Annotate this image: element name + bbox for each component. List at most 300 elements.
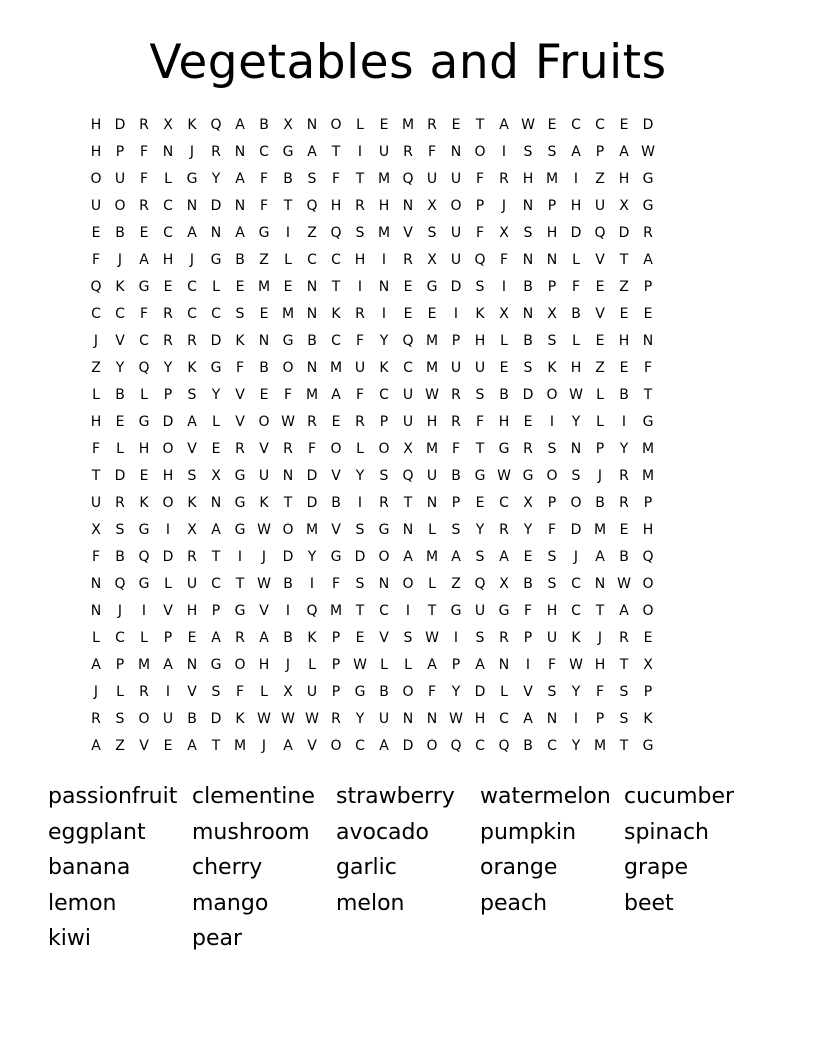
grid-letter[interactable]: G xyxy=(642,198,654,214)
grid-letter[interactable]: S xyxy=(355,576,365,592)
grid-letter[interactable]: W xyxy=(353,657,367,673)
grid-letter[interactable]: N xyxy=(186,657,198,673)
grid-letter[interactable]: U xyxy=(402,414,414,430)
grid-letter[interactable]: H xyxy=(162,468,174,484)
grid-letter[interactable]: R xyxy=(139,117,149,133)
grid-letter[interactable]: R xyxy=(619,468,629,484)
grid-letter[interactable]: U xyxy=(402,387,414,403)
grid-letter[interactable]: U xyxy=(450,252,462,268)
grid-letter[interactable]: N xyxy=(522,306,534,322)
grid-letter[interactable]: Q xyxy=(594,225,606,241)
grid-letter[interactable]: C xyxy=(187,279,197,295)
grid-letter[interactable]: T xyxy=(475,441,485,457)
grid-letter[interactable]: C xyxy=(139,333,149,349)
grid-letter[interactable]: W xyxy=(641,144,655,160)
grid-letter[interactable]: C xyxy=(163,198,173,214)
grid-letter[interactable]: I xyxy=(357,144,363,160)
grid-letter[interactable]: A xyxy=(499,549,509,565)
grid-letter[interactable]: V xyxy=(331,468,341,484)
grid-letter[interactable]: A xyxy=(331,387,341,403)
grid-letter[interactable]: F xyxy=(643,360,653,376)
grid-letter[interactable]: K xyxy=(571,630,581,646)
grid-letter[interactable]: V xyxy=(187,441,197,457)
grid-letter[interactable]: C xyxy=(115,306,125,322)
grid-letter[interactable]: S xyxy=(187,387,197,403)
grid-letter[interactable]: N xyxy=(234,198,246,214)
grid-letter[interactable]: P xyxy=(163,630,173,646)
grid-letter[interactable]: R xyxy=(139,684,149,700)
grid-letter[interactable]: D xyxy=(642,117,654,133)
grid-letter[interactable]: M xyxy=(305,522,319,538)
grid-letter[interactable]: Z xyxy=(595,360,605,376)
grid-letter[interactable]: Z xyxy=(259,252,269,268)
grid-letter[interactable]: D xyxy=(306,495,318,511)
grid-letter[interactable]: N xyxy=(426,495,438,511)
grid-letter[interactable]: F xyxy=(307,441,317,457)
grid-letter[interactable]: Q xyxy=(474,576,486,592)
grid-letter[interactable]: B xyxy=(619,387,629,403)
grid-letter[interactable]: Y xyxy=(475,522,485,538)
grid-letter[interactable]: I xyxy=(405,603,411,619)
grid-letter[interactable]: D xyxy=(162,549,174,565)
grid-letter[interactable]: M xyxy=(425,441,439,457)
grid-letter[interactable]: T xyxy=(619,252,629,268)
grid-letter[interactable]: A xyxy=(595,549,605,565)
grid-letter[interactable]: E xyxy=(451,117,461,133)
grid-letter[interactable]: B xyxy=(523,333,533,349)
grid-letter[interactable]: L xyxy=(380,657,388,673)
grid-letter[interactable]: W xyxy=(569,657,583,673)
grid-letter[interactable]: Y xyxy=(355,711,365,727)
grid-letter[interactable]: A xyxy=(187,414,197,430)
grid-letter[interactable]: T xyxy=(283,495,293,511)
grid-letter[interactable]: O xyxy=(330,738,342,754)
grid-letter[interactable]: L xyxy=(284,252,292,268)
grid-letter[interactable]: M xyxy=(593,738,607,754)
grid-letter[interactable]: L xyxy=(596,387,604,403)
grid-letter[interactable]: F xyxy=(259,171,269,187)
grid-letter[interactable]: Q xyxy=(90,279,102,295)
grid-letter[interactable]: A xyxy=(523,711,533,727)
grid-letter[interactable]: V xyxy=(235,414,245,430)
grid-letter[interactable]: R xyxy=(355,414,365,430)
grid-letter[interactable]: D xyxy=(162,414,174,430)
grid-letter[interactable]: F xyxy=(523,603,533,619)
grid-letter[interactable]: N xyxy=(498,657,510,673)
grid-letter[interactable]: C xyxy=(91,306,101,322)
grid-letter[interactable]: R xyxy=(115,495,125,511)
grid-letter[interactable]: U xyxy=(354,360,366,376)
grid-letter[interactable]: M xyxy=(329,360,343,376)
grid-letter[interactable]: U xyxy=(258,468,270,484)
grid-letter[interactable]: S xyxy=(355,522,365,538)
grid-letter[interactable]: A xyxy=(235,117,245,133)
grid-letter[interactable]: U xyxy=(378,711,390,727)
grid-letter[interactable]: T xyxy=(331,144,341,160)
grid-letter[interactable]: G xyxy=(426,279,438,295)
grid-letter[interactable]: E xyxy=(163,279,173,295)
grid-letter[interactable]: L xyxy=(140,387,148,403)
grid-letter[interactable]: F xyxy=(475,225,485,241)
grid-letter[interactable]: N xyxy=(522,252,534,268)
grid-letter[interactable]: F xyxy=(427,684,437,700)
grid-letter[interactable]: W xyxy=(281,711,295,727)
grid-letter[interactable]: D xyxy=(402,738,414,754)
grid-letter[interactable]: O xyxy=(546,387,558,403)
grid-letter[interactable]: U xyxy=(114,171,126,187)
grid-letter[interactable]: R xyxy=(451,414,461,430)
grid-letter[interactable]: S xyxy=(211,684,221,700)
grid-letter[interactable]: J xyxy=(573,549,579,565)
grid-letter[interactable]: U xyxy=(378,144,390,160)
grid-letter[interactable]: S xyxy=(355,225,365,241)
grid-letter[interactable]: Y xyxy=(355,468,365,484)
grid-letter[interactable]: C xyxy=(115,630,125,646)
grid-letter[interactable]: N xyxy=(402,198,414,214)
grid-letter[interactable]: O xyxy=(258,414,270,430)
grid-letter[interactable]: X xyxy=(427,252,437,268)
grid-letter[interactable]: E xyxy=(643,306,653,322)
grid-letter[interactable]: B xyxy=(523,279,533,295)
grid-letter[interactable]: L xyxy=(356,441,364,457)
grid-letter[interactable]: K xyxy=(115,279,125,295)
grid-letter[interactable]: F xyxy=(283,387,293,403)
grid-letter[interactable]: B xyxy=(187,711,197,727)
grid-letter[interactable]: F xyxy=(355,333,365,349)
grid-letter[interactable]: H xyxy=(642,522,654,538)
grid-letter[interactable]: X xyxy=(283,117,293,133)
grid-letter[interactable]: G xyxy=(210,252,222,268)
grid-letter[interactable]: B xyxy=(259,360,269,376)
grid-letter[interactable]: B xyxy=(283,630,293,646)
grid-letter[interactable]: H xyxy=(186,603,198,619)
grid-letter[interactable]: B xyxy=(523,576,533,592)
grid-letter[interactable]: W xyxy=(305,711,319,727)
grid-letter[interactable]: E xyxy=(331,414,341,430)
grid-letter[interactable]: E xyxy=(403,306,413,322)
grid-letter[interactable]: I xyxy=(165,684,171,700)
grid-letter[interactable]: T xyxy=(355,603,365,619)
grid-letter[interactable]: Z xyxy=(619,279,629,295)
grid-letter[interactable]: G xyxy=(498,603,510,619)
grid-letter[interactable]: A xyxy=(187,225,197,241)
grid-letter[interactable]: G xyxy=(138,576,150,592)
grid-letter[interactable]: M xyxy=(425,360,439,376)
grid-letter[interactable]: D xyxy=(210,711,222,727)
grid-letter[interactable]: R xyxy=(235,441,245,457)
grid-letter[interactable]: S xyxy=(547,441,557,457)
grid-letter[interactable]: X xyxy=(499,306,509,322)
grid-letter[interactable]: U xyxy=(546,630,558,646)
grid-letter[interactable]: M xyxy=(545,171,559,187)
grid-letter[interactable]: E xyxy=(595,333,605,349)
grid-letter[interactable]: P xyxy=(475,198,485,214)
grid-letter[interactable]: K xyxy=(379,360,389,376)
grid-letter[interactable]: N xyxy=(90,576,102,592)
grid-letter[interactable]: N xyxy=(306,117,318,133)
grid-letter[interactable]: B xyxy=(331,495,341,511)
grid-letter[interactable]: J xyxy=(597,630,603,646)
grid-letter[interactable]: R xyxy=(499,630,509,646)
grid-letter[interactable]: N xyxy=(258,333,270,349)
grid-letter[interactable]: O xyxy=(426,738,438,754)
grid-letter[interactable]: L xyxy=(596,414,604,430)
grid-letter[interactable]: V xyxy=(523,684,533,700)
grid-letter[interactable]: Y xyxy=(571,738,581,754)
grid-letter[interactable]: E xyxy=(403,279,413,295)
grid-letter[interactable]: Y xyxy=(211,171,221,187)
grid-letter[interactable]: A xyxy=(379,738,389,754)
grid-letter[interactable]: F xyxy=(331,171,341,187)
grid-letter[interactable]: Q xyxy=(306,198,318,214)
grid-letter[interactable]: F xyxy=(91,441,101,457)
grid-letter[interactable]: O xyxy=(162,441,174,457)
grid-letter[interactable]: H xyxy=(90,117,102,133)
grid-letter[interactable]: M xyxy=(425,333,439,349)
grid-letter[interactable]: K xyxy=(331,306,341,322)
grid-letter[interactable]: A xyxy=(643,252,653,268)
grid-letter[interactable]: V xyxy=(259,441,269,457)
grid-letter[interactable]: S xyxy=(475,549,485,565)
grid-letter[interactable]: B xyxy=(619,549,629,565)
grid-letter[interactable]: T xyxy=(619,657,629,673)
grid-letter[interactable]: F xyxy=(139,144,149,160)
grid-letter[interactable]: F xyxy=(475,171,485,187)
grid-letter[interactable]: Q xyxy=(306,603,318,619)
grid-letter[interactable]: N xyxy=(378,576,390,592)
grid-letter[interactable]: X xyxy=(91,522,101,538)
grid-letter[interactable]: I xyxy=(237,549,243,565)
grid-letter[interactable]: K xyxy=(235,333,245,349)
grid-letter[interactable]: L xyxy=(572,333,580,349)
grid-letter[interactable]: F xyxy=(139,306,149,322)
grid-letter[interactable]: T xyxy=(643,387,653,403)
grid-letter[interactable]: V xyxy=(595,252,605,268)
grid-letter[interactable]: S xyxy=(427,225,437,241)
grid-letter[interactable]: C xyxy=(379,387,389,403)
grid-letter[interactable]: F xyxy=(235,684,245,700)
grid-letter[interactable]: L xyxy=(164,171,172,187)
grid-letter[interactable]: S xyxy=(379,468,389,484)
grid-letter[interactable]: B xyxy=(595,495,605,511)
grid-letter[interactable]: L xyxy=(404,657,412,673)
grid-letter[interactable]: B xyxy=(307,333,317,349)
grid-letter[interactable]: Y xyxy=(571,414,581,430)
grid-letter[interactable]: B xyxy=(523,738,533,754)
grid-letter[interactable]: N xyxy=(306,279,318,295)
grid-letter[interactable]: G xyxy=(474,468,486,484)
grid-letter[interactable]: W xyxy=(425,630,439,646)
grid-letter[interactable]: E xyxy=(427,306,437,322)
grid-letter[interactable]: C xyxy=(571,117,581,133)
grid-letter[interactable]: T xyxy=(211,549,221,565)
grid-letter[interactable]: Z xyxy=(307,225,317,241)
grid-letter[interactable]: N xyxy=(546,711,558,727)
grid-letter[interactable]: D xyxy=(210,198,222,214)
grid-letter[interactable]: H xyxy=(354,252,366,268)
grid-letter[interactable]: C xyxy=(475,738,485,754)
grid-letter[interactable]: I xyxy=(549,414,555,430)
grid-letter[interactable]: R xyxy=(619,630,629,646)
grid-letter[interactable]: G xyxy=(138,279,150,295)
grid-letter[interactable]: F xyxy=(427,144,437,160)
grid-letter[interactable]: K xyxy=(475,306,485,322)
grid-letter[interactable]: A xyxy=(571,144,581,160)
grid-letter[interactable]: P xyxy=(547,279,557,295)
grid-letter[interactable]: A xyxy=(91,738,101,754)
grid-letter[interactable]: B xyxy=(235,252,245,268)
grid-letter[interactable]: C xyxy=(499,711,509,727)
grid-letter[interactable]: B xyxy=(115,225,125,241)
grid-letter[interactable]: R xyxy=(451,387,461,403)
grid-letter[interactable]: R xyxy=(523,441,533,457)
grid-letter[interactable]: N xyxy=(186,198,198,214)
grid-letter[interactable]: B xyxy=(379,684,389,700)
grid-letter[interactable]: Q xyxy=(210,117,222,133)
grid-letter[interactable]: E xyxy=(619,306,629,322)
grid-letter[interactable]: U xyxy=(474,360,486,376)
grid-letter[interactable]: X xyxy=(499,576,509,592)
grid-letter[interactable]: Y xyxy=(307,549,317,565)
grid-letter[interactable]: X xyxy=(403,441,413,457)
grid-letter[interactable]: P xyxy=(163,387,173,403)
grid-letter[interactable]: G xyxy=(642,738,654,754)
grid-letter[interactable]: S xyxy=(547,333,557,349)
grid-letter[interactable]: E xyxy=(283,279,293,295)
grid-letter[interactable]: A xyxy=(211,630,221,646)
grid-letter[interactable]: U xyxy=(162,711,174,727)
grid-letter[interactable]: R xyxy=(163,333,173,349)
grid-letter[interactable]: H xyxy=(618,333,630,349)
grid-letter[interactable]: S xyxy=(523,360,533,376)
grid-letter[interactable]: A xyxy=(235,225,245,241)
grid-letter[interactable]: A xyxy=(259,630,269,646)
grid-letter[interactable]: O xyxy=(570,495,582,511)
grid-letter[interactable]: I xyxy=(525,657,531,673)
grid-letter[interactable]: L xyxy=(500,333,508,349)
grid-letter[interactable]: M xyxy=(401,117,415,133)
grid-letter[interactable]: N xyxy=(522,198,534,214)
grid-letter[interactable]: N xyxy=(378,279,390,295)
grid-letter[interactable]: E xyxy=(259,387,269,403)
grid-letter[interactable]: S xyxy=(475,279,485,295)
grid-letter[interactable]: Q xyxy=(330,225,342,241)
grid-letter[interactable]: U xyxy=(90,198,102,214)
grid-letter[interactable]: V xyxy=(331,522,341,538)
grid-letter[interactable]: A xyxy=(139,252,149,268)
grid-letter[interactable]: A xyxy=(403,549,413,565)
grid-letter[interactable]: O xyxy=(282,522,294,538)
grid-letter[interactable]: D xyxy=(210,333,222,349)
grid-letter[interactable]: J xyxy=(117,603,123,619)
grid-letter[interactable]: R xyxy=(139,198,149,214)
grid-letter[interactable]: R xyxy=(91,711,101,727)
grid-letter[interactable]: X xyxy=(163,117,173,133)
grid-letter[interactable]: G xyxy=(210,360,222,376)
grid-letter[interactable]: G xyxy=(234,495,246,511)
grid-letter[interactable]: E xyxy=(235,279,245,295)
grid-letter[interactable]: E xyxy=(187,630,197,646)
grid-letter[interactable]: M xyxy=(281,306,295,322)
grid-letter[interactable]: F xyxy=(499,252,509,268)
grid-letter[interactable]: S xyxy=(547,684,557,700)
grid-letter[interactable]: O xyxy=(330,117,342,133)
grid-letter[interactable]: E xyxy=(523,414,533,430)
grid-letter[interactable]: O xyxy=(114,198,126,214)
grid-letter[interactable]: C xyxy=(187,306,197,322)
grid-letter[interactable]: F xyxy=(475,414,485,430)
grid-letter[interactable]: G xyxy=(450,603,462,619)
grid-letter[interactable]: C xyxy=(355,738,365,754)
grid-letter[interactable]: E xyxy=(475,495,485,511)
grid-letter[interactable]: J xyxy=(285,657,291,673)
grid-letter[interactable]: O xyxy=(402,684,414,700)
grid-letter[interactable]: R xyxy=(211,144,221,160)
grid-letter[interactable]: O xyxy=(138,711,150,727)
grid-letter[interactable]: V xyxy=(115,333,125,349)
grid-letter[interactable]: I xyxy=(621,414,627,430)
grid-letter[interactable]: C xyxy=(403,360,413,376)
grid-letter[interactable]: X xyxy=(187,522,197,538)
grid-letter[interactable]: W xyxy=(449,711,463,727)
grid-letter[interactable]: J xyxy=(189,144,195,160)
grid-letter[interactable]: B xyxy=(283,576,293,592)
grid-letter[interactable]: X xyxy=(547,306,557,322)
grid-letter[interactable]: T xyxy=(235,576,245,592)
grid-letter[interactable]: M xyxy=(377,225,391,241)
grid-letter[interactable]: C xyxy=(499,495,509,511)
grid-letter[interactable]: C xyxy=(331,252,341,268)
grid-letter[interactable]: O xyxy=(162,495,174,511)
grid-letter[interactable]: O xyxy=(90,171,102,187)
grid-letter[interactable]: X xyxy=(499,225,509,241)
grid-letter[interactable]: G xyxy=(522,468,534,484)
grid-letter[interactable]: B xyxy=(571,306,581,322)
grid-letter[interactable]: P xyxy=(643,684,653,700)
grid-letter[interactable]: V xyxy=(139,738,149,754)
grid-letter[interactable]: U xyxy=(450,171,462,187)
grid-letter[interactable]: L xyxy=(116,684,124,700)
grid-letter[interactable]: G xyxy=(354,684,366,700)
grid-letter[interactable]: E xyxy=(619,117,629,133)
grid-letter[interactable]: U xyxy=(90,495,102,511)
grid-letter[interactable]: D xyxy=(354,549,366,565)
grid-letter[interactable]: O xyxy=(450,198,462,214)
grid-letter[interactable]: S xyxy=(619,684,629,700)
grid-letter[interactable]: N xyxy=(306,306,318,322)
grid-letter[interactable]: R xyxy=(163,306,173,322)
grid-letter[interactable]: N xyxy=(402,711,414,727)
grid-letter[interactable]: R xyxy=(403,252,413,268)
grid-letter[interactable]: N xyxy=(306,360,318,376)
grid-letter[interactable]: T xyxy=(211,738,221,754)
grid-letter[interactable]: P xyxy=(331,684,341,700)
grid-letter[interactable]: R xyxy=(403,144,413,160)
grid-letter[interactable]: V xyxy=(595,306,605,322)
grid-letter[interactable]: G xyxy=(186,171,198,187)
grid-letter[interactable]: U xyxy=(426,468,438,484)
grid-letter[interactable]: Y xyxy=(379,333,389,349)
grid-letter[interactable]: F xyxy=(235,360,245,376)
grid-letter[interactable]: P xyxy=(547,198,557,214)
grid-letter[interactable]: S xyxy=(307,171,317,187)
grid-letter[interactable]: W xyxy=(281,414,295,430)
grid-letter[interactable]: V xyxy=(259,603,269,619)
grid-letter[interactable]: O xyxy=(642,576,654,592)
grid-letter[interactable]: A xyxy=(283,738,293,754)
grid-letter[interactable]: E xyxy=(379,117,389,133)
grid-letter[interactable]: I xyxy=(165,522,171,538)
